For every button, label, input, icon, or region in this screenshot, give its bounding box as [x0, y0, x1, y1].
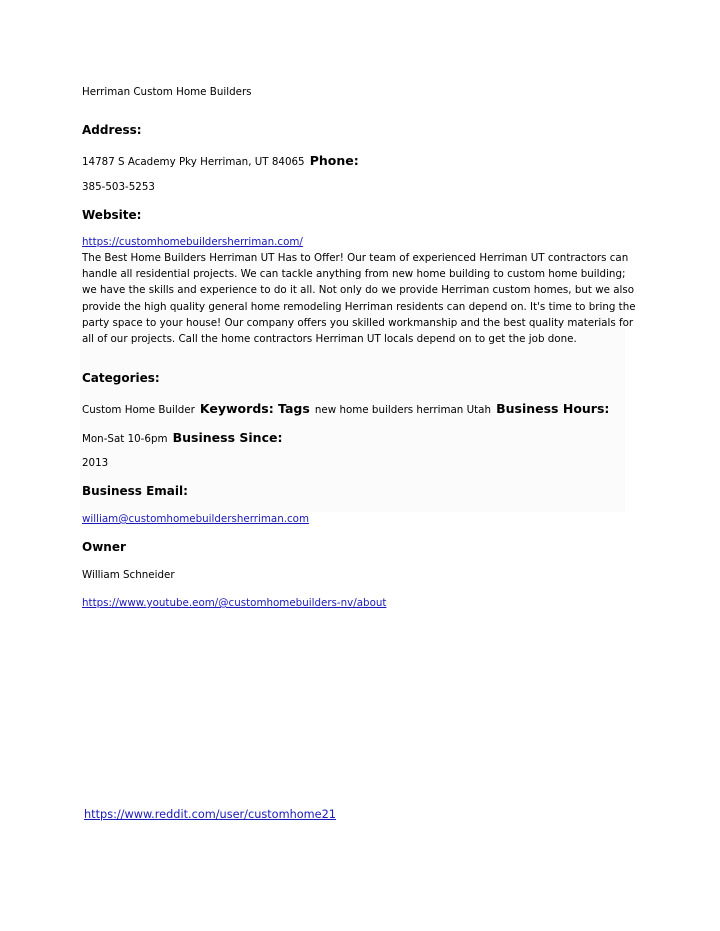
- reddit-link-row: [84, 808, 336, 821]
- email-link-row: [82, 513, 309, 525]
- website-link[interactable]: https://customhomebuildersherriman.com/: [82, 236, 303, 248]
- page-title: Herriman Custom Home Builders: [82, 86, 252, 98]
- address-row: [82, 150, 359, 169]
- categories-label: Categories:: [82, 371, 160, 385]
- reddit-link[interactable]: https://www.reddit.com/user/customhome21: [84, 808, 336, 821]
- keywords-value: new home builders herriman Utah: [314, 404, 491, 416]
- business-hours-value: Mon-Sat 10-6pm: [82, 433, 168, 445]
- business-since-label: Business Since:: [172, 430, 283, 445]
- website-label: Website:: [82, 208, 142, 222]
- phone-value: 385-503-5253: [82, 181, 155, 193]
- owner-value: William Schneider: [82, 569, 175, 581]
- phone-label: Phone:: [309, 153, 359, 168]
- owner-label: Owner: [82, 540, 126, 554]
- business-hours-label: Business Hours:: [496, 401, 610, 416]
- business-description: The Best Home Builders Herriman UT Has to Offer! Our team of experienced Herriman UT contractors can handle all residential projects. We can tackle anything from new home building to custom home building; we have the skills and experience to do it all. Not only do we provide Herriman custom homes, but we also provide the high quality general home remodeling Herriman residents can depend on. It's time to bring the party space to your house! Our company offers you skilled workmanship and the best quality materials for all of our projects. Call the home contractors Herriman UT locals depend on to get the job done.: [82, 252, 636, 346]
- keywords-label: Keywords: Tags: [199, 401, 310, 416]
- hours-row: [82, 427, 282, 446]
- categories-value: Custom Home Builder: [82, 404, 195, 416]
- business-since-value: 2013: [82, 457, 109, 469]
- youtube-link-row: [82, 597, 386, 609]
- website-link-row: [82, 236, 303, 248]
- categories-row: [82, 398, 609, 417]
- youtube-link[interactable]: https://www.youtube.eom/@customhomebuilders-nv/about: [82, 597, 387, 609]
- address-value: 14787 S Academy Pky Herriman, UT 84065: [82, 156, 305, 168]
- address-label: Address:: [82, 123, 142, 137]
- business-email-link[interactable]: william@customhomebuildersherriman.com: [82, 513, 310, 525]
- business-email-label: Business Email:: [82, 484, 188, 498]
